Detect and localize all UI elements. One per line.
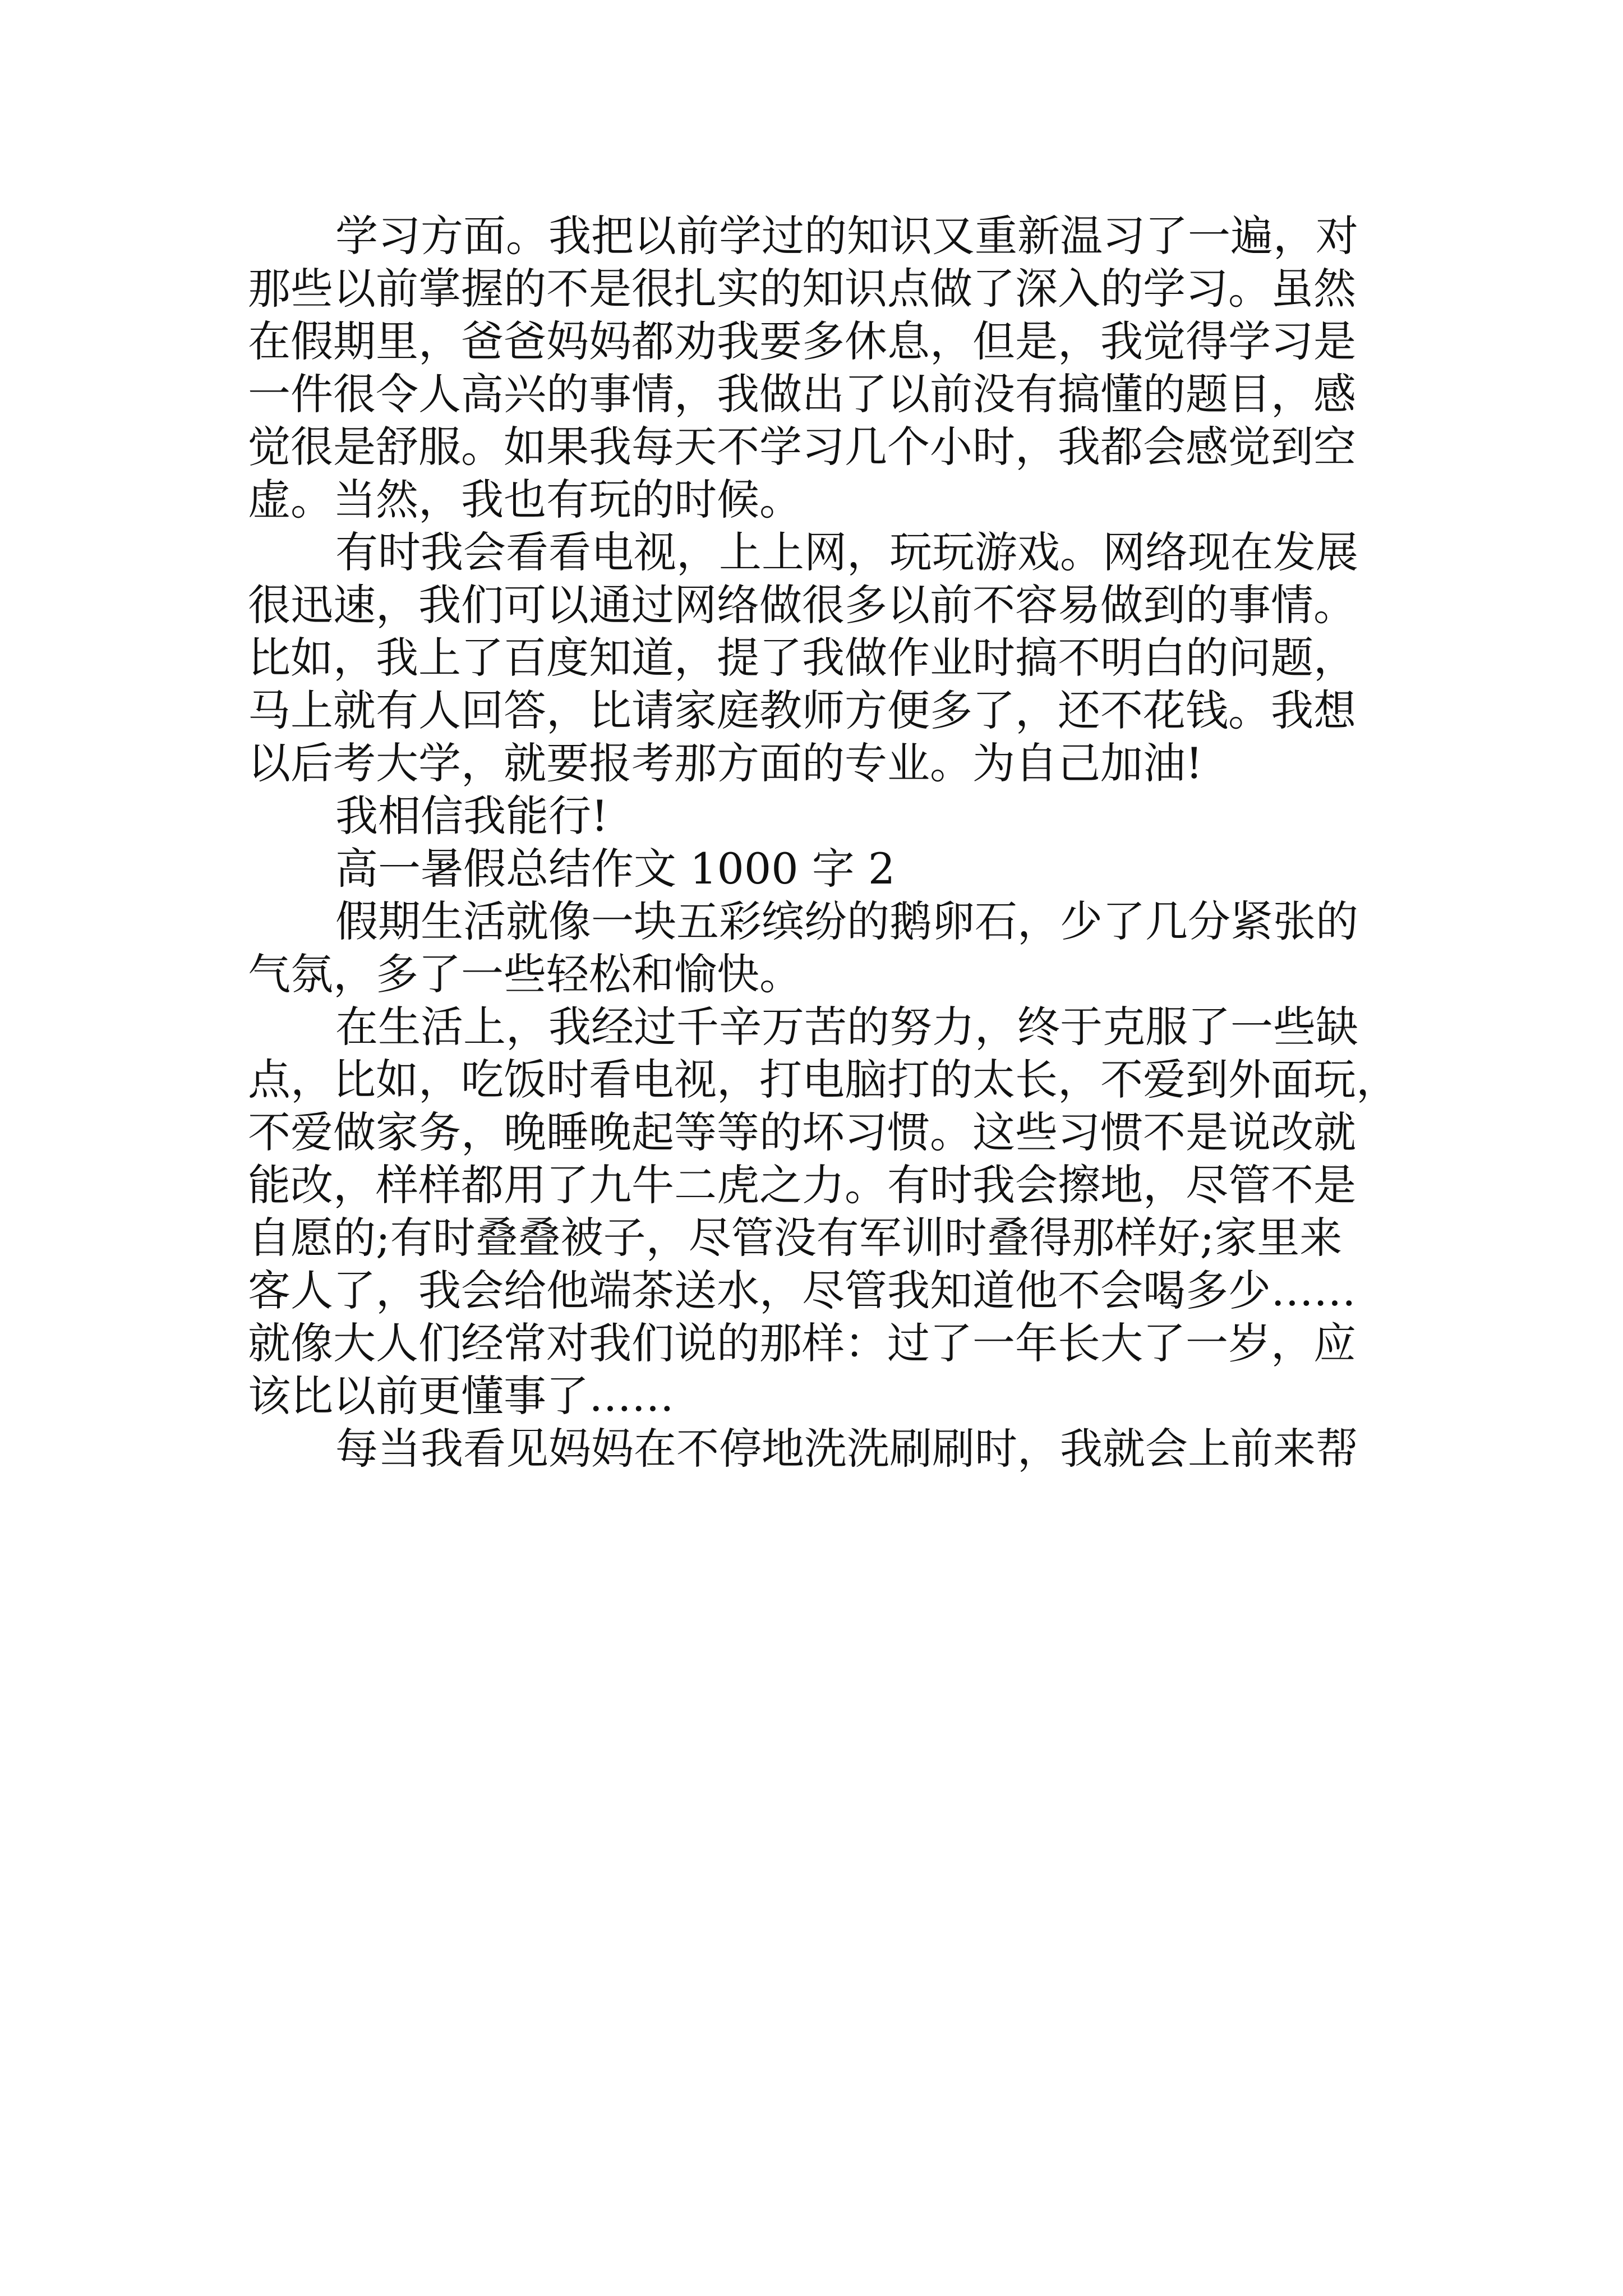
text-line: 一件很令人高兴的事情，我做出了以前没有搞懂的题目，感 xyxy=(248,369,1356,419)
text-line: 每当我看见妈妈在不停地洗洗刷刷时，我就会上前来帮 xyxy=(335,1424,1358,1474)
text-line: 有时我会看看电视，上上网，玩玩游戏。网络现在发展 xyxy=(335,527,1358,577)
text-line: 气氛，多了一些轻松和愉快。 xyxy=(248,949,802,999)
text-line: 能改，样样都用了九牛二虎之力。有时我会擦地，尽管不是 xyxy=(248,1160,1356,1210)
text-line: 我相信我能行! xyxy=(335,791,608,841)
text-line: 该比以前更懂事了…… xyxy=(248,1371,674,1421)
text-line: 很迅速，我们可以通过网络做很多以前不容易做到的事情。 xyxy=(248,580,1356,630)
document-body xyxy=(248,210,1398,1475)
text-line: 点，比如，吃饭时看电视，打电脑打的太长，不爱到外面玩， xyxy=(248,1055,1399,1105)
section-heading: 高一暑假总结作文 1000 字 2 xyxy=(335,844,896,894)
text-line: 自愿的;有时叠叠被子，尽管没有军训时叠得那样好;家里来 xyxy=(248,1213,1343,1263)
text-line: 那些以前掌握的不是很扎实的知识点做了深入的学习。虽然 xyxy=(248,264,1356,314)
text-line: 在假期里，爸爸妈妈都劝我要多休息，但是，我觉得学习是 xyxy=(248,316,1356,366)
text-line: 就像大人们经常对我们说的那样：过了一年长大了一岁，应 xyxy=(248,1318,1356,1368)
text-line: 在生活上，我经过千辛万苦的努力，终于克服了一些缺 xyxy=(335,1002,1358,1052)
text-line: 客人了，我会给他端茶送水，尽管我知道他不会喝多少…… xyxy=(248,1266,1356,1315)
text-line: 马上就有人回答，比请家庭教师方便多了，还不花钱。我想 xyxy=(248,685,1356,735)
text-line: 比如，我上了百度知道，提了我做作业时搞不明白的问题， xyxy=(248,633,1356,683)
text-line: 学习方面。我把以前学过的知识又重新温习了一遍，对 xyxy=(335,211,1358,261)
text-line: 以后考大学，就要报考那方面的专业。为自己加油! xyxy=(248,738,1203,788)
text-line: 觉很是舒服。如果我每天不学习几个小时，我都会感觉到空 xyxy=(248,422,1356,472)
text-line: 假期生活就像一块五彩缤纷的鹅卵石，少了几分紧张的 xyxy=(335,896,1358,946)
text-line: 不爱做家务，晚睡晚起等等的坏习惯。这些习惯不是说改就 xyxy=(248,1107,1356,1157)
text-line: 虚。当然，我也有玩的时候。 xyxy=(248,475,802,524)
